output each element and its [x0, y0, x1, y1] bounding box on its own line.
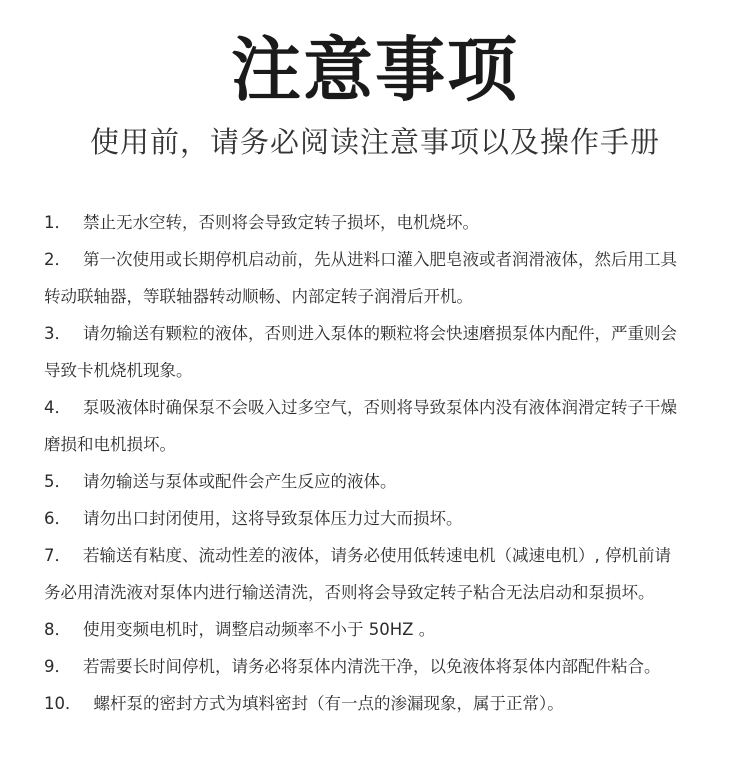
item-number: 3． — [44, 324, 71, 343]
item-number: 6． — [44, 509, 71, 528]
item-text: 螺杆泵的密封方式为填料密封（有一点的渗漏现象，属于正常）。 — [93, 694, 564, 713]
item-number: 8． — [44, 620, 71, 639]
item-text: 请勿输送有颗粒的液体，否则进入泵体的颗粒将会快速磨损泵体内配件，严重则会导致卡机烧机现象。 — [44, 324, 677, 380]
list-item — [44, 537, 684, 611]
item-text: 请勿输送与泵体或配件会产生反应的液体。 — [83, 472, 397, 491]
item-number: 5． — [44, 472, 71, 491]
list-item — [44, 463, 684, 500]
list-item — [44, 241, 684, 315]
item-text: 若输送有粘度、流动性差的液体，请务必使用低转速电机（减速电机）, 停机前请务必用清洗液对泵体内进行输送清洗，否则将会导致定转子粘合无法启动和泵损坏。 — [44, 546, 671, 602]
list-item — [44, 389, 684, 463]
item-number: 1． — [44, 213, 71, 232]
list-item — [44, 315, 684, 389]
list-item — [44, 500, 684, 537]
item-text: 请勿出口封闭使用，这将导致泵体压力过大而损坏。 — [83, 509, 463, 528]
item-text: 第一次使用或长期停机启动前，先从进料口灌入肥皂液或者润滑液体，然后用工具转动联轴器，等联轴器转动顺畅、内部定转子润滑后开机。 — [44, 250, 677, 306]
item-number: 9． — [44, 657, 71, 676]
list-item — [44, 685, 684, 722]
item-number: 7． — [44, 546, 71, 565]
precautions-list — [44, 204, 684, 722]
page-title: 注意事项 — [231, 29, 519, 111]
list-item — [44, 204, 684, 241]
list-item — [44, 611, 684, 648]
item-text: 泵吸液体时确保泵不会吸入过多空气，否则将导致泵体内没有液体润滑定转子干燥磨损和电机损坏。 — [44, 398, 677, 454]
item-number: 4． — [44, 398, 71, 417]
page-subtitle: 使用前，请务必阅读注意事项以及操作手册 — [89, 125, 660, 159]
list-item — [44, 648, 684, 685]
item-text: 若需要长时间停机，请务必将泵体内清洗干净，以免液体将泵体内部配件粘合。 — [83, 657, 661, 676]
item-text: 使用变频电机时，调整启动频率不小于 50HZ 。 — [83, 620, 436, 639]
item-number: 10． — [44, 694, 82, 713]
item-number: 2． — [44, 250, 71, 269]
item-text: 禁止无水空转，否则将会导致定转子损坏，电机烧坏。 — [83, 213, 479, 232]
